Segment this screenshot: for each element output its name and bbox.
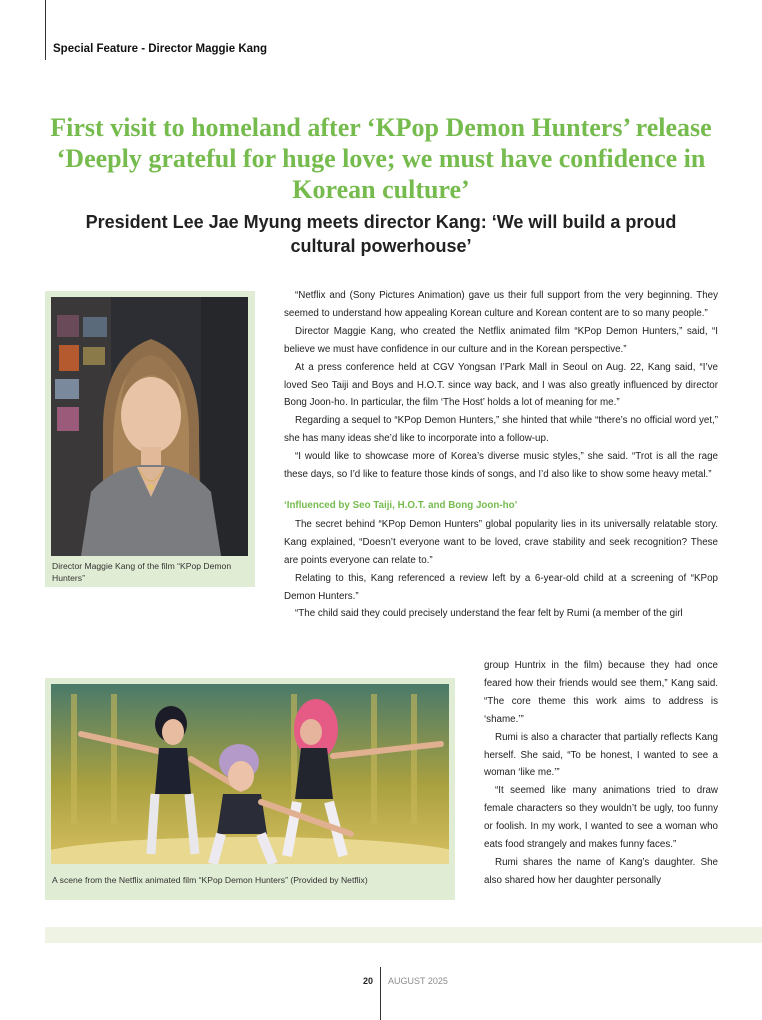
header-rule [45, 0, 46, 60]
article-paragraph: “Netflix and (Sony Pictures Animation) gave us their full support from the very beginning. They seemed to understand how appealing Korean culture and Korean content are to so many people.” [284, 290, 718, 319]
scene-photo-card [45, 678, 455, 900]
article-paragraph: “It seemed like many animations tried to draw female characters so they wouldn’t be ugly, too funny or foolish. In my work, I wanted to see a woman who eats food strangely and makes funny faces.” [484, 785, 718, 851]
article-paragraph: “The child said they could precisely understand the fear felt by Rumi (a member of the girl [295, 608, 683, 620]
article-paragraph: group Huntrix in the film) because they had once feared how their friends would see them,” Kang said. “The core theme this work aims to address is ‘shame.’” [484, 660, 718, 725]
portrait-caption: Director Maggie Kang of the film “KPop Demon Hunters” [52, 561, 232, 583]
portrait-photo-card [45, 291, 255, 587]
article-subheading: ‘Influenced by Seo Taiji, H.O.T. and Bong Joon-ho’ [284, 499, 518, 511]
scene-caption: A scene from the Netflix animated film “KPop Demon Hunters” (Provided by Netflix) [52, 875, 368, 885]
article-column-main [284, 287, 718, 623]
article-paragraph: Relating to this, Kang referenced a review left by a 6-year-old child at a screening of “KPop Demon Hunters.” [284, 572, 718, 602]
article-column-continued [484, 657, 718, 890]
article-paragraph: Director Maggie Kang, who created the Netflix animated film “KPop Demon Hunters,” said, “I believe we must have confidence in our culture and in the Korean perspective.” [284, 325, 718, 355]
article-paragraph: Rumi is also a character that partially reflects Kang herself. She said, “To be honest, I wanted to see a woman ‘like me.’” [484, 731, 718, 779]
article-headline: First visit to homeland after ‘KPop Demon Hunters’ release ‘Deeply grateful for huge love; we must have confidence in Korean culture’ [50, 113, 712, 204]
section-label: Special Feature - Director Maggie Kang [53, 43, 268, 55]
issue-date: AUGUST 2025 [388, 976, 448, 986]
footer-band [45, 927, 762, 943]
scene-photo [51, 684, 449, 864]
footer-rule [380, 967, 381, 1020]
article-subheadline: President Lee Jae Myung meets director Kang: ‘We will build a proud cultural powerhouse’ [85, 212, 677, 256]
article-paragraph: Rumi shares the name of Kang’s daughter. She also shared how her daughter personally [484, 856, 718, 886]
page-number: 20 [362, 976, 373, 986]
portrait-photo [51, 297, 248, 556]
article-paragraph: At a press conference held at CGV Yongsan I’Park Mall in Seoul on Aug. 22, Kang said, “I’ve loved Seo Taiji and Boys and H.O.T. since way back, and I was also greatly influenced by director Bong Joon-ho. In particular, the film ‘The Host’ holds a lot of meaning for me.” [284, 361, 718, 409]
article-paragraph: The secret behind “KPop Demon Hunters” global popularity lies in its universally relatable story. Kang explained, “Doesn’t everyone want to be loved, crave stability and seek recognition? These are points everyone can relate to.” [284, 518, 718, 566]
article-paragraph: “I would like to showcase more of Korea’s diverse music styles,” she said. “Trot is all the rage these days, so I’d like to feature those kinds of songs, and I’d also like to show some heavy metal.” [284, 451, 718, 481]
article-paragraph: Regarding a sequel to “KPop Demon Hunters,” she hinted that while “there’s no official word yet,” she has many ideas she’d like to incorporate into a follow-up. [284, 415, 718, 445]
